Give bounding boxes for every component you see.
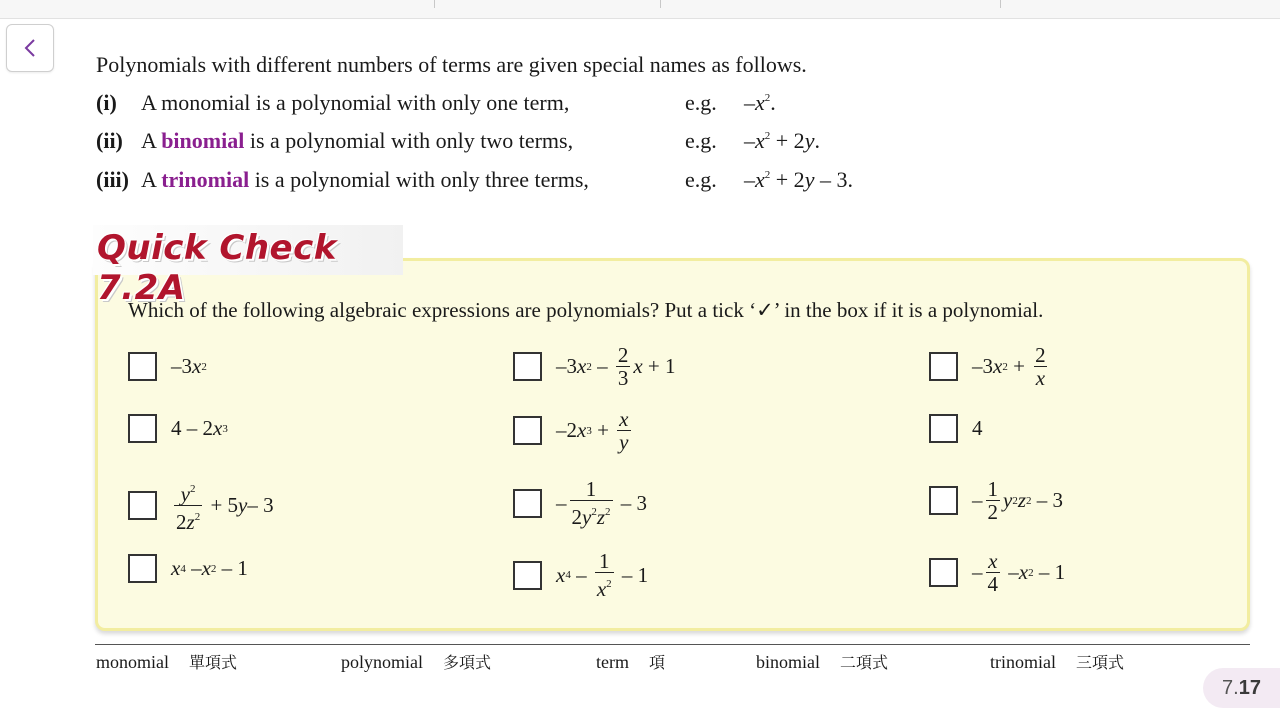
expression: –3 x 2 + $\frac{2}{x}$ xyxy=(972,343,1046,390)
quick-check-title: Quick Check 7.2A xyxy=(97,228,337,308)
example-label: e.g. xyxy=(685,128,717,153)
definition-text: A binomial is a polynomial with only two terms, xyxy=(141,128,574,153)
answer-checkbox[interactable] xyxy=(128,554,157,583)
answer-checkbox[interactable] xyxy=(128,491,157,520)
expression: 4 – 2 x 3 xyxy=(171,416,228,440)
definition-number: (i) xyxy=(96,90,117,115)
glossary-item: term 項 xyxy=(596,652,666,672)
option-item xyxy=(128,352,207,381)
intro-text: Polynomials with different numbers of terms are given special names as follows. xyxy=(96,52,807,77)
answer-checkbox[interactable] xyxy=(929,414,958,443)
answer-checkbox[interactable] xyxy=(929,486,958,515)
option-item xyxy=(513,550,648,600)
option-item xyxy=(929,414,983,443)
toolbar-divider xyxy=(660,0,661,8)
definition-text: A trinomial is a polynomial with only three terms, xyxy=(141,167,589,192)
back-button[interactable] xyxy=(6,24,54,72)
keyword-binomial: binomial xyxy=(161,128,245,153)
expression: – $\frac{x}{4}$ – x 2 – 1 xyxy=(972,549,1066,596)
example-label: e.g. xyxy=(685,167,717,192)
expression: 4 xyxy=(972,416,983,440)
quick-check-question: Which of the following algebraic expressions are polynomials? Put a tick ‘✓’ in the box if it is a polynomial. xyxy=(128,298,1044,322)
expression: –3 x 2 – $\frac{2}{3}$ x + 1 xyxy=(556,343,676,390)
glossary-item: monomial 單項式 xyxy=(96,652,238,672)
option-item xyxy=(128,478,274,533)
expression: $\frac{y^2}{2z^2}$ + 5 y – 3 xyxy=(176,482,274,534)
expression: –2 x 3 + $\frac{x}{y}$ xyxy=(556,407,629,454)
glossary-item: trinomial 三項式 xyxy=(990,652,1125,672)
quick-check-title-banner xyxy=(93,225,403,308)
definition-number: (iii) xyxy=(96,167,129,192)
answer-checkbox[interactable] xyxy=(513,489,542,518)
example-expression: $-x^2 + 2y - 3$. xyxy=(744,167,853,192)
toolbar-divider xyxy=(1000,0,1001,8)
option-item xyxy=(513,408,634,453)
chevron-left-icon xyxy=(23,37,37,59)
option-item xyxy=(513,478,647,528)
expression: – $\frac{1}{2y^2z^2}$ – 3 xyxy=(556,477,648,529)
answer-checkbox[interactable] xyxy=(513,352,542,381)
option-item xyxy=(929,344,1051,389)
expression: –3 x 2 xyxy=(171,354,207,378)
example-expression: $-x^2 + 2y$. xyxy=(744,128,820,153)
toolbar-divider xyxy=(434,0,435,8)
page-number: 17 xyxy=(1238,676,1261,699)
definition-number: (ii) xyxy=(96,128,123,153)
footer-divider xyxy=(95,644,1250,645)
answer-checkbox[interactable] xyxy=(513,416,542,445)
expression: x 4 – x 2 – 1 xyxy=(171,556,248,580)
example-label: e.g. xyxy=(685,90,717,115)
example-expression: $-x^2$. xyxy=(744,90,776,115)
glossary-item: binomial 二項式 xyxy=(756,652,889,672)
top-toolbar-strip xyxy=(0,0,1280,19)
answer-checkbox[interactable] xyxy=(128,414,157,443)
chapter-number: 7. xyxy=(1222,676,1239,699)
option-item xyxy=(128,554,248,583)
answer-checkbox[interactable] xyxy=(513,561,542,590)
option-item xyxy=(929,478,1063,523)
glossary-item: polynomial 多項式 xyxy=(341,652,492,672)
answer-checkbox[interactable] xyxy=(128,352,157,381)
keyword-trinomial: trinomial xyxy=(161,167,250,192)
option-item xyxy=(128,414,228,443)
expression: x 4 – $\frac{1}{x^2}$ – 1 xyxy=(556,549,649,601)
expression: – $\frac{1}{2}$ y 2 z 2 – 3 xyxy=(972,477,1064,524)
definition-text: A monomial is a polynomial with only one term, xyxy=(141,90,570,115)
answer-checkbox[interactable] xyxy=(929,352,958,381)
answer-checkbox[interactable] xyxy=(929,558,958,587)
page-number-badge xyxy=(1203,668,1280,708)
option-item xyxy=(513,344,676,389)
option-item xyxy=(929,550,1065,595)
